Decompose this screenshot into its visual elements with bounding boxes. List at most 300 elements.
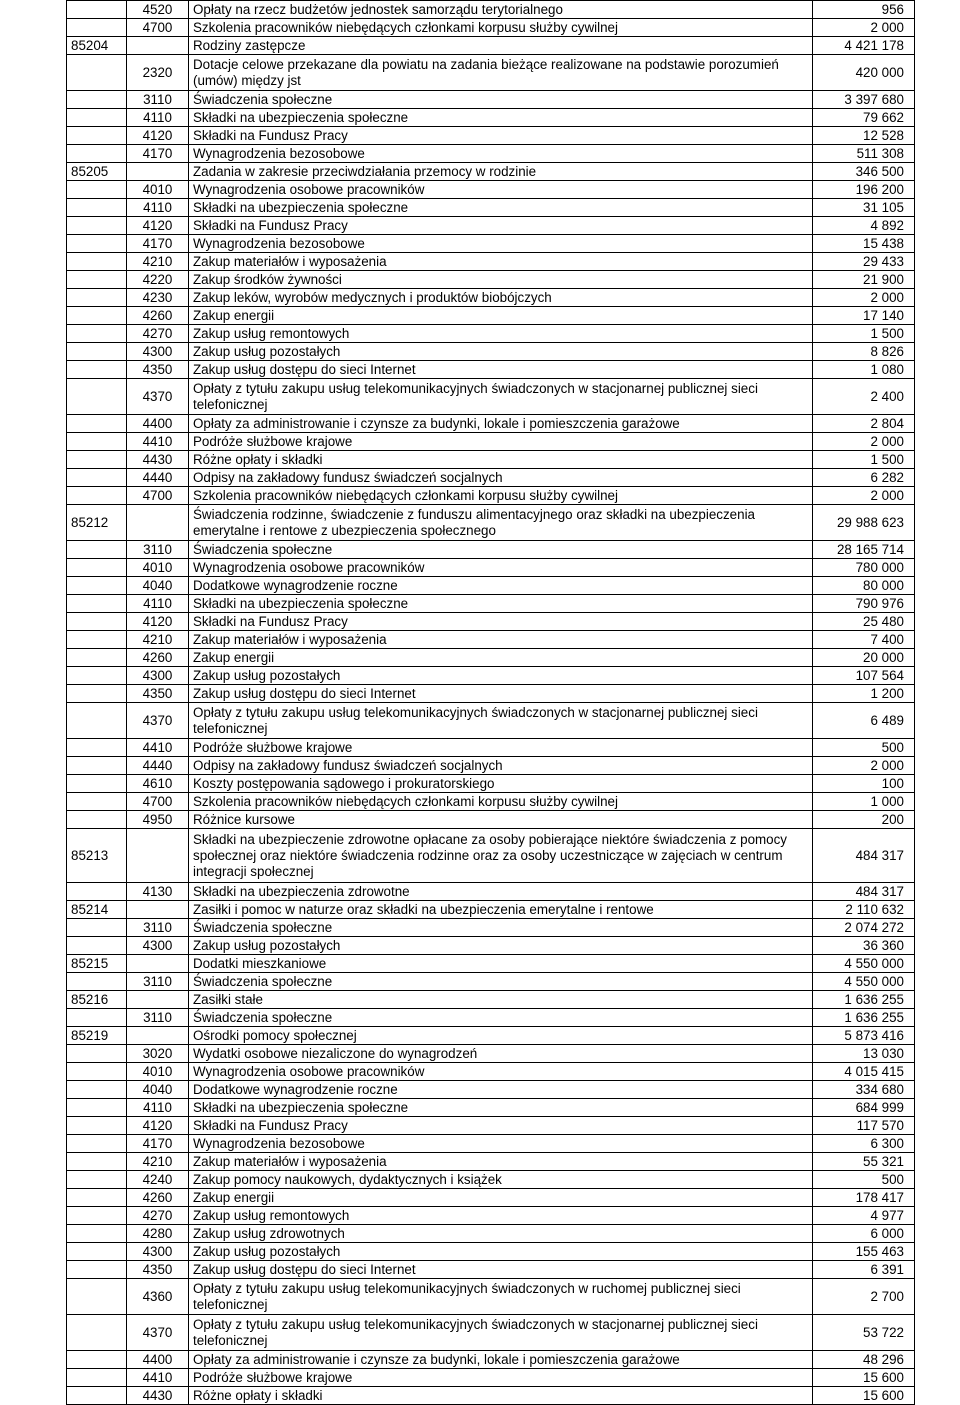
paragraph-code-cell: 4300: [127, 343, 189, 361]
section-code-cell: [67, 1207, 127, 1225]
description-cell: Składki na Fundusz Pracy: [189, 613, 813, 631]
paragraph-code-cell: 3110: [127, 919, 189, 937]
amount-cell: 25 480: [813, 613, 915, 631]
section-code-cell: [67, 1063, 127, 1081]
section-code-cell: [67, 433, 127, 451]
paragraph-code-cell: 4430: [127, 451, 189, 469]
table-row: [67, 415, 915, 433]
paragraph-code-cell: 4370: [127, 703, 189, 739]
section-code-cell: [67, 91, 127, 109]
description-cell: Odpisy na zakładowy fundusz świadczeń socjalnych: [189, 469, 813, 487]
amount-cell: 1 200: [813, 685, 915, 703]
amount-cell: 79 662: [813, 109, 915, 127]
section-code-cell: [67, 739, 127, 757]
amount-cell: 4 892: [813, 217, 915, 235]
paragraph-code-cell: 4120: [127, 1117, 189, 1135]
description-cell: Różnice kursowe: [189, 811, 813, 829]
paragraph-code-cell: 3110: [127, 1009, 189, 1027]
section-code-cell: [67, 775, 127, 793]
table-row: [67, 91, 915, 109]
table-row: [67, 1063, 915, 1081]
section-row: [67, 1027, 915, 1045]
description-cell: Składki na ubezpieczenia społeczne: [189, 1099, 813, 1117]
paragraph-code-cell: 4010: [127, 1063, 189, 1081]
description-cell: Podróże służbowe krajowe: [189, 739, 813, 757]
paragraph-code-cell: 4610: [127, 775, 189, 793]
table-row: [67, 1315, 915, 1351]
paragraph-code-cell: [127, 829, 189, 883]
paragraph-code-cell: 4210: [127, 1153, 189, 1171]
section-code-cell: [67, 451, 127, 469]
amount-cell: 684 999: [813, 1099, 915, 1117]
amount-cell: 13 030: [813, 1045, 915, 1063]
section-code-cell: 85212: [67, 505, 127, 541]
section-code-cell: [67, 343, 127, 361]
paragraph-code-cell: [127, 163, 189, 181]
section-code-cell: [67, 1153, 127, 1171]
amount-cell: 80 000: [813, 577, 915, 595]
paragraph-code-cell: 4360: [127, 1279, 189, 1315]
table-row: [67, 559, 915, 577]
paragraph-code-cell: 4010: [127, 181, 189, 199]
section-row: [67, 901, 915, 919]
paragraph-code-cell: 4210: [127, 253, 189, 271]
table-row: [67, 1225, 915, 1243]
section-code-cell: 85213: [67, 829, 127, 883]
section-code-cell: [67, 1171, 127, 1189]
amount-cell: 12 528: [813, 127, 915, 145]
amount-cell: 484 317: [813, 829, 915, 883]
paragraph-code-cell: 4040: [127, 577, 189, 595]
paragraph-code-cell: 4700: [127, 793, 189, 811]
section-row: [67, 163, 915, 181]
paragraph-code-cell: 4430: [127, 1387, 189, 1405]
amount-cell: 8 826: [813, 343, 915, 361]
section-code-cell: [67, 1369, 127, 1387]
amount-cell: 511 308: [813, 145, 915, 163]
amount-cell: 420 000: [813, 55, 915, 91]
table-row: [67, 289, 915, 307]
section-code-cell: [67, 361, 127, 379]
section-code-cell: [67, 1099, 127, 1117]
paragraph-code-cell: [127, 991, 189, 1009]
description-cell: Zasiłki i pomoc w naturze oraz składki na ubezpieczenia emerytalne i rentowe: [189, 901, 813, 919]
table-row: [67, 235, 915, 253]
table-row: [67, 217, 915, 235]
amount-cell: 1 500: [813, 325, 915, 343]
section-code-cell: [67, 1045, 127, 1063]
section-code-cell: [67, 55, 127, 91]
section-code-cell: [67, 379, 127, 415]
section-code-cell: [67, 667, 127, 685]
section-code-cell: [67, 1009, 127, 1027]
section-code-cell: [67, 415, 127, 433]
description-cell: Wynagrodzenia bezosobowe: [189, 145, 813, 163]
paragraph-code-cell: 4410: [127, 433, 189, 451]
description-cell: Zasiłki stałe: [189, 991, 813, 1009]
table-row: [67, 253, 915, 271]
description-cell: Opłaty za administrowanie i czynsze za budynki, lokale i pomieszczenia garażowe: [189, 415, 813, 433]
section-code-cell: [67, 649, 127, 667]
description-cell: Dodatki mieszkaniowe: [189, 955, 813, 973]
description-cell: Świadczenia społeczne: [189, 91, 813, 109]
description-cell: Opłaty z tytułu zakupu usług telekomunikacyjnych świadczonych w ruchomej publicznej sieci telefonicznej: [189, 1279, 813, 1315]
description-cell: Zakup energii: [189, 649, 813, 667]
table-row: [67, 1135, 915, 1153]
description-cell: Świadczenia społeczne: [189, 541, 813, 559]
section-code-cell: [67, 1189, 127, 1207]
paragraph-code-cell: 4260: [127, 1189, 189, 1207]
amount-cell: 956: [813, 1, 915, 19]
description-cell: Wynagrodzenia bezosobowe: [189, 235, 813, 253]
section-code-cell: [67, 253, 127, 271]
paragraph-code-cell: 4170: [127, 235, 189, 253]
paragraph-code-cell: [127, 37, 189, 55]
description-cell: Świadczenia rodzinne, świadczenie z funduszu alimentacyjnego oraz składki na ubezpieczenia emerytalne i rentowe z ubezpieczenia społecznego: [189, 505, 813, 541]
paragraph-code-cell: 4700: [127, 19, 189, 37]
description-cell: Świadczenia społeczne: [189, 973, 813, 991]
paragraph-code-cell: 4520: [127, 1, 189, 19]
description-cell: Składki na ubezpieczenia społeczne: [189, 595, 813, 613]
amount-cell: 200: [813, 811, 915, 829]
table-row: [67, 487, 915, 505]
table-row: [67, 325, 915, 343]
description-cell: Zakup usług pozostałych: [189, 937, 813, 955]
paragraph-code-cell: 4270: [127, 1207, 189, 1225]
table-row: [67, 1045, 915, 1063]
description-cell: Zakup materiałów i wyposażenia: [189, 1153, 813, 1171]
description-cell: Zakup usług dostępu do sieci Internet: [189, 685, 813, 703]
description-cell: Zakup materiałów i wyposażenia: [189, 253, 813, 271]
table-row: [67, 613, 915, 631]
table-row: [67, 1009, 915, 1027]
table-row: [67, 595, 915, 613]
section-code-cell: [67, 235, 127, 253]
paragraph-code-cell: 3110: [127, 541, 189, 559]
table-row: [67, 775, 915, 793]
description-cell: Składki na Fundusz Pracy: [189, 217, 813, 235]
table-row: [67, 1, 915, 19]
table-row: [67, 1153, 915, 1171]
table-row: [67, 685, 915, 703]
description-cell: Zakup usług remontowych: [189, 325, 813, 343]
paragraph-code-cell: 4270: [127, 325, 189, 343]
amount-cell: 15 438: [813, 235, 915, 253]
section-row: [67, 37, 915, 55]
table-row: [67, 271, 915, 289]
section-code-cell: 85214: [67, 901, 127, 919]
description-cell: Zakup usług pozostałych: [189, 1243, 813, 1261]
amount-cell: 196 200: [813, 181, 915, 199]
amount-cell: 55 321: [813, 1153, 915, 1171]
amount-cell: 2 000: [813, 289, 915, 307]
amount-cell: 6 391: [813, 1261, 915, 1279]
section-code-cell: [67, 595, 127, 613]
description-cell: Ośrodki pomocy społecznej: [189, 1027, 813, 1045]
section-code-cell: [67, 19, 127, 37]
paragraph-code-cell: 4410: [127, 1369, 189, 1387]
description-cell: Zadania w zakresie przeciwdziałania przemocy w rodzinie: [189, 163, 813, 181]
paragraph-code-cell: 4110: [127, 199, 189, 217]
section-code-cell: [67, 145, 127, 163]
paragraph-code-cell: 4260: [127, 649, 189, 667]
amount-cell: 15 600: [813, 1387, 915, 1405]
table-row: [67, 631, 915, 649]
table-row: [67, 1369, 915, 1387]
budget-table: [66, 0, 915, 1405]
paragraph-code-cell: 4400: [127, 415, 189, 433]
description-cell: Koszty postępowania sądowego i prokuratorskiego: [189, 775, 813, 793]
amount-cell: 6 282: [813, 469, 915, 487]
paragraph-code-cell: 4040: [127, 1081, 189, 1099]
description-cell: Zakup usług zdrowotnych: [189, 1225, 813, 1243]
amount-cell: 7 400: [813, 631, 915, 649]
amount-cell: 2 000: [813, 487, 915, 505]
paragraph-code-cell: 4260: [127, 307, 189, 325]
section-code-cell: 85215: [67, 955, 127, 973]
description-cell: Opłaty z tytułu zakupu usług telekomunikacyjnych świadczonych w stacjonarnej publicznej sieci telefonicznej: [189, 379, 813, 415]
amount-cell: 6 000: [813, 1225, 915, 1243]
section-code-cell: [67, 613, 127, 631]
section-code-cell: [67, 1225, 127, 1243]
description-cell: Składki na Fundusz Pracy: [189, 1117, 813, 1135]
amount-cell: 1 636 255: [813, 1009, 915, 1027]
paragraph-code-cell: 4170: [127, 1135, 189, 1153]
amount-cell: 20 000: [813, 649, 915, 667]
section-code-cell: [67, 289, 127, 307]
paragraph-code-cell: [127, 955, 189, 973]
paragraph-code-cell: 4170: [127, 145, 189, 163]
description-cell: Podróże służbowe krajowe: [189, 433, 813, 451]
section-code-cell: [67, 127, 127, 145]
paragraph-code-cell: 4110: [127, 109, 189, 127]
table-row: [67, 1207, 915, 1225]
description-cell: Składki na ubezpieczenia zdrowotne: [189, 883, 813, 901]
description-cell: Dodatkowe wynagrodzenie roczne: [189, 577, 813, 595]
table-row: [67, 1279, 915, 1315]
paragraph-code-cell: [127, 1027, 189, 1045]
description-cell: Opłaty na rzecz budżetów jednostek samorządu terytorialnego: [189, 1, 813, 19]
paragraph-code-cell: [127, 505, 189, 541]
description-cell: Zakup energii: [189, 1189, 813, 1207]
section-code-cell: [67, 217, 127, 235]
section-code-cell: [67, 307, 127, 325]
amount-cell: 4 550 000: [813, 955, 915, 973]
description-cell: Wynagrodzenia osobowe pracowników: [189, 559, 813, 577]
amount-cell: 178 417: [813, 1189, 915, 1207]
description-cell: Zakup usług pozostałych: [189, 343, 813, 361]
description-cell: Wynagrodzenia bezosobowe: [189, 1135, 813, 1153]
table-row: [67, 109, 915, 127]
section-code-cell: [67, 469, 127, 487]
table-row: [67, 469, 915, 487]
amount-cell: 4 015 415: [813, 1063, 915, 1081]
amount-cell: 107 564: [813, 667, 915, 685]
table-row: [67, 649, 915, 667]
table-row: [67, 1351, 915, 1369]
paragraph-code-cell: 4220: [127, 271, 189, 289]
amount-cell: 2 000: [813, 757, 915, 775]
section-row: [67, 991, 915, 1009]
table-row: [67, 811, 915, 829]
description-cell: Świadczenia społeczne: [189, 1009, 813, 1027]
table-row: [67, 793, 915, 811]
amount-cell: 6 300: [813, 1135, 915, 1153]
description-cell: Szkolenia pracowników niebędących członkami korpusu służby cywilnej: [189, 487, 813, 505]
amount-cell: 500: [813, 739, 915, 757]
description-cell: Opłaty z tytułu zakupu usług telekomunikacyjnych świadczonych w stacjonarnej publicznej sieci telefonicznej: [189, 1315, 813, 1351]
section-code-cell: [67, 1081, 127, 1099]
table-row: [67, 703, 915, 739]
table-row: [67, 19, 915, 37]
description-cell: Składki na ubezpieczenie zdrowotne opłacane za osoby pobierające niektóre świadczenia z pomocy społecznej oraz niektóre świadczenia rodzinne oraz za osoby uczestniczące w zajęciach w centrum integracji społecznej: [189, 829, 813, 883]
table-row: [67, 1099, 915, 1117]
description-cell: Podróże służbowe krajowe: [189, 1369, 813, 1387]
paragraph-code-cell: 4370: [127, 379, 189, 415]
amount-cell: 6 489: [813, 703, 915, 739]
amount-cell: 4 977: [813, 1207, 915, 1225]
amount-cell: 500: [813, 1171, 915, 1189]
paragraph-code-cell: 4210: [127, 631, 189, 649]
section-code-cell: [67, 271, 127, 289]
paragraph-code-cell: 4350: [127, 1261, 189, 1279]
section-code-cell: [67, 793, 127, 811]
description-cell: Wydatki osobowe niezaliczone do wynagrodzeń: [189, 1045, 813, 1063]
paragraph-code-cell: 4440: [127, 757, 189, 775]
amount-cell: 5 873 416: [813, 1027, 915, 1045]
paragraph-code-cell: [127, 901, 189, 919]
description-cell: Wynagrodzenia osobowe pracowników: [189, 1063, 813, 1081]
table-row: [67, 937, 915, 955]
table-row: [67, 199, 915, 217]
description-cell: Zakup usług dostępu do sieci Internet: [189, 1261, 813, 1279]
section-code-cell: [67, 631, 127, 649]
table-row: [67, 1189, 915, 1207]
section-code-cell: [67, 559, 127, 577]
table-row: [67, 307, 915, 325]
section-row: [67, 505, 915, 541]
paragraph-code-cell: 4400: [127, 1351, 189, 1369]
paragraph-code-cell: 4110: [127, 1099, 189, 1117]
description-cell: Rodziny zastępcze: [189, 37, 813, 55]
table-row: [67, 1171, 915, 1189]
amount-cell: 2 804: [813, 415, 915, 433]
paragraph-code-cell: 2320: [127, 55, 189, 91]
table-row: [67, 379, 915, 415]
section-row: [67, 955, 915, 973]
amount-cell: 2 400: [813, 379, 915, 415]
section-row: [67, 829, 915, 883]
section-code-cell: [67, 181, 127, 199]
amount-cell: 4 421 178: [813, 37, 915, 55]
table-row: [67, 1261, 915, 1279]
paragraph-code-cell: 4300: [127, 937, 189, 955]
amount-cell: 1 080: [813, 361, 915, 379]
paragraph-code-cell: 4120: [127, 613, 189, 631]
amount-cell: 4 550 000: [813, 973, 915, 991]
section-code-cell: [67, 811, 127, 829]
paragraph-code-cell: 4370: [127, 1315, 189, 1351]
amount-cell: 36 360: [813, 937, 915, 955]
paragraph-code-cell: 4300: [127, 1243, 189, 1261]
description-cell: Zakup usług dostępu do sieci Internet: [189, 361, 813, 379]
table-row: [67, 1117, 915, 1135]
description-cell: Dodatkowe wynagrodzenie roczne: [189, 1081, 813, 1099]
description-cell: Szkolenia pracowników niebędących członkami korpusu służby cywilnej: [189, 793, 813, 811]
table-row: [67, 181, 915, 199]
section-code-cell: [67, 1315, 127, 1351]
amount-cell: 346 500: [813, 163, 915, 181]
section-code-cell: [67, 577, 127, 595]
description-cell: Składki na Fundusz Pracy: [189, 127, 813, 145]
section-code-cell: [67, 703, 127, 739]
paragraph-code-cell: 4410: [127, 739, 189, 757]
amount-cell: 29 433: [813, 253, 915, 271]
amount-cell: 2 110 632: [813, 901, 915, 919]
description-cell: Zakup energii: [189, 307, 813, 325]
amount-cell: 2 700: [813, 1279, 915, 1315]
amount-cell: 780 000: [813, 559, 915, 577]
section-code-cell: [67, 1261, 127, 1279]
table-row: [67, 361, 915, 379]
description-cell: Dotacje celowe przekazane dla powiatu na zadania bieżące realizowane na podstawie porozumień (umów) między jst: [189, 55, 813, 91]
description-cell: Składki na ubezpieczenia społeczne: [189, 109, 813, 127]
section-code-cell: 85204: [67, 37, 127, 55]
paragraph-code-cell: 4010: [127, 559, 189, 577]
description-cell: Zakup usług remontowych: [189, 1207, 813, 1225]
table-row: [67, 451, 915, 469]
amount-cell: 1 636 255: [813, 991, 915, 1009]
table-row: [67, 757, 915, 775]
section-code-cell: [67, 1351, 127, 1369]
table-row: [67, 973, 915, 991]
paragraph-code-cell: 3110: [127, 91, 189, 109]
table-row: [67, 541, 915, 559]
table-row: [67, 55, 915, 91]
amount-cell: 15 600: [813, 1369, 915, 1387]
section-code-cell: [67, 883, 127, 901]
description-cell: Świadczenia społeczne: [189, 919, 813, 937]
amount-cell: 1 500: [813, 451, 915, 469]
paragraph-code-cell: 4120: [127, 127, 189, 145]
table-row: [67, 1081, 915, 1099]
section-code-cell: [67, 937, 127, 955]
section-code-cell: [67, 541, 127, 559]
paragraph-code-cell: 4110: [127, 595, 189, 613]
amount-cell: 31 105: [813, 199, 915, 217]
amount-cell: 155 463: [813, 1243, 915, 1261]
table-row: [67, 343, 915, 361]
section-code-cell: [67, 757, 127, 775]
paragraph-code-cell: 4130: [127, 883, 189, 901]
section-code-cell: [67, 1117, 127, 1135]
amount-cell: 100: [813, 775, 915, 793]
description-cell: Opłaty z tytułu zakupu usług telekomunikacyjnych świadczonych w stacjonarnej publicznej sieci telefonicznej: [189, 703, 813, 739]
paragraph-code-cell: 4280: [127, 1225, 189, 1243]
section-code-cell: [67, 199, 127, 217]
section-code-cell: [67, 919, 127, 937]
paragraph-code-cell: 4300: [127, 667, 189, 685]
amount-cell: 17 140: [813, 307, 915, 325]
section-code-cell: [67, 685, 127, 703]
paragraph-code-cell: 4240: [127, 1171, 189, 1189]
section-code-cell: [67, 973, 127, 991]
description-cell: Zakup usług pozostałych: [189, 667, 813, 685]
section-code-cell: 85219: [67, 1027, 127, 1045]
table-row: [67, 577, 915, 595]
amount-cell: 1 000: [813, 793, 915, 811]
budget-table-body: [67, 1, 915, 1405]
